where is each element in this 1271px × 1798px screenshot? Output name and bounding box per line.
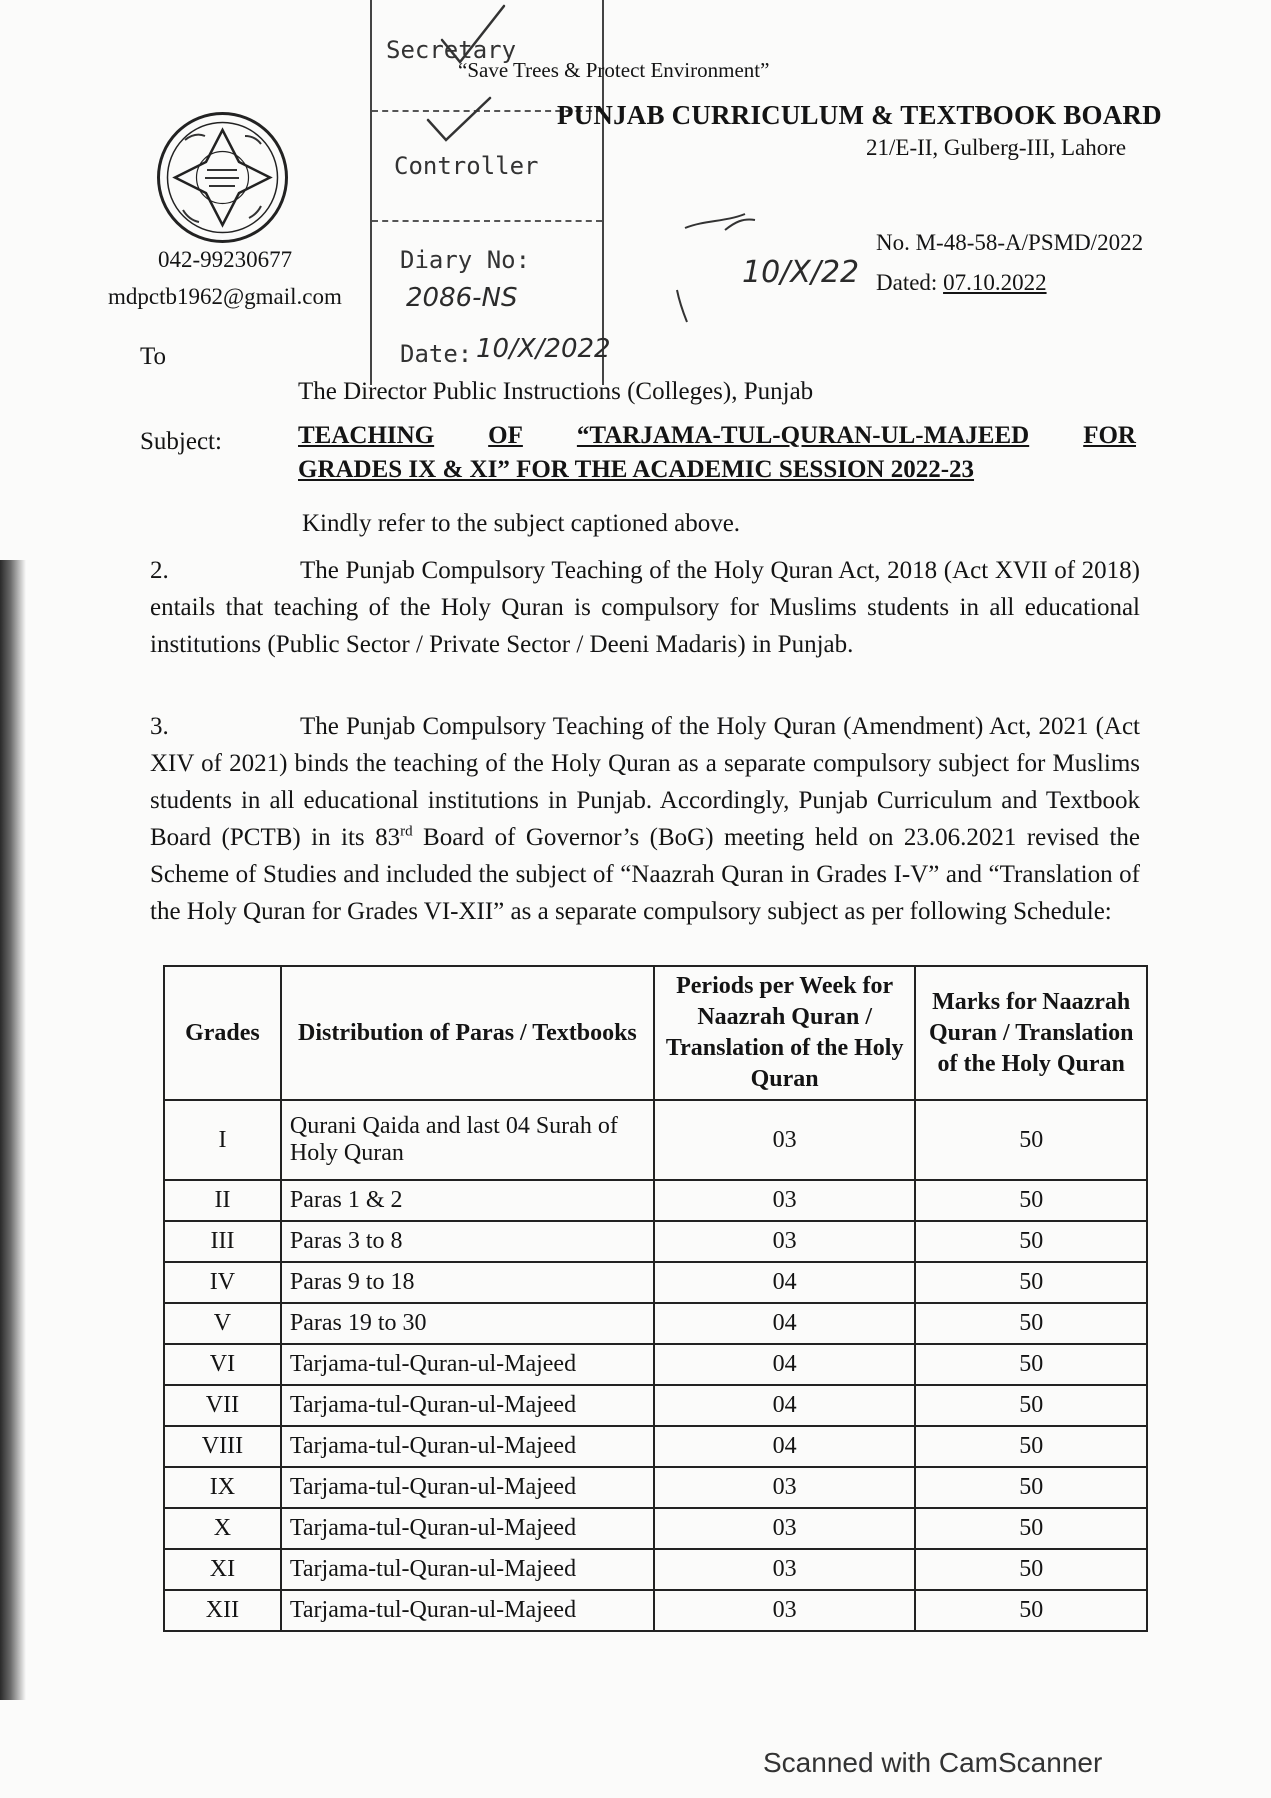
distribution-cell: Paras 1 & 2	[281, 1180, 654, 1221]
stamp-divider	[372, 220, 602, 222]
subject-label: Subject:	[140, 428, 222, 455]
paragraph-3-text-cont: Board of Governor’s (BoG) meeting held on 23.06.2021 revised the Scheme of Studies and included the subject of “Naazrah Quran in Grades I-V” and “Translation of the Holy Quran for Grades VI-XII” as a separate compulsory subject as per following Schedule:	[150, 824, 1140, 925]
stamp-date-value: 10/X/2022	[476, 334, 611, 364]
distribution-cell: Tarjama-tul-Quran-ul-Majeed	[281, 1426, 654, 1467]
distribution-cell: Tarjama-tul-Quran-ul-Majeed	[281, 1549, 654, 1590]
table-row	[164, 1180, 1147, 1221]
periods-cell: 03	[654, 1549, 915, 1590]
marks-cell: 50	[915, 1262, 1147, 1303]
distribution-cell: Paras 19 to 30	[281, 1303, 654, 1344]
distribution-cell: Tarjama-tul-Quran-ul-Majeed	[281, 1344, 654, 1385]
intro-paragraph: Kindly refer to the subject captioned above.	[302, 510, 741, 537]
paragraph-3-text: The Punjab Compulsory Teaching of the Holy Quran (Amendment) Act, 2021 (Act XIV of 2021) binds the teaching of the Holy Quran as a separate compulsory subject for Muslims students in all educational institutions in Punjab. Accordingly, Punjab Curriculum and Textbook Board (PCTB) in its 83	[150, 713, 1140, 851]
periods-cell: 03	[654, 1590, 915, 1631]
motto-text: “Save Trees & Protect Environment”	[458, 58, 770, 82]
grade-cell: X	[164, 1508, 281, 1549]
stamp-date-label: Date:	[400, 340, 473, 368]
periods-cell: 04	[654, 1344, 915, 1385]
paragraph-2	[150, 552, 1140, 663]
periods-cell: 03	[654, 1508, 915, 1549]
marks-cell: 50	[915, 1180, 1147, 1221]
table-row	[164, 1303, 1147, 1344]
ordinal-suffix: rd	[400, 823, 413, 840]
subject-line-2: GRADES IX & XI” FOR THE ACADEMIC SESSION 2022-23	[298, 456, 975, 483]
grade-cell: II	[164, 1180, 281, 1221]
column-header-marks: Marks for Naazrah Quran / Translation of the Holy Quran	[915, 966, 1147, 1100]
marks-cell: 50	[915, 1590, 1147, 1631]
stamp-diary-label: Diary No:	[400, 246, 531, 274]
grade-cell: IX	[164, 1467, 281, 1508]
grade-cell: XI	[164, 1549, 281, 1590]
distribution-cell: Tarjama-tul-Quran-ul-Majeed	[281, 1590, 654, 1631]
to-label: To	[140, 343, 167, 370]
organization-phone: 042-99230677	[158, 247, 293, 272]
periods-cell: 03	[654, 1180, 915, 1221]
paragraph-number: 3.	[150, 713, 169, 740]
marks-cell: 50	[915, 1344, 1147, 1385]
marks-cell: 50	[915, 1303, 1147, 1344]
organization-address: 21/E-II, Gulberg-III, Lahore	[866, 135, 1127, 160]
marks-cell: 50	[915, 1426, 1147, 1467]
grade-cell: III	[164, 1221, 281, 1262]
letter-date-value: 07.10.2022	[943, 270, 1047, 295]
board-seal-icon	[155, 110, 290, 245]
letter-date: Dated: 07.10.2022	[876, 270, 1047, 295]
table-row	[164, 1549, 1147, 1590]
periods-cell: 03	[654, 1221, 915, 1262]
stamp-secretary-label: Secretary	[386, 36, 517, 64]
grade-cell: IV	[164, 1262, 281, 1303]
handwritten-margin-note: 10/X/22	[742, 255, 860, 290]
periods-cell: 04	[654, 1303, 915, 1344]
distribution-cell: Qurani Qaida and last 04 Surah of Holy Quran	[281, 1100, 654, 1180]
schedule-table	[163, 965, 1148, 1632]
grade-cell: VII	[164, 1385, 281, 1426]
addressee: The Director Public Instructions (Colleges), Punjab	[298, 378, 814, 405]
periods-cell: 04	[654, 1262, 915, 1303]
column-header-grades: Grades	[164, 966, 281, 1100]
grade-cell: V	[164, 1303, 281, 1344]
grade-cell: VIII	[164, 1426, 281, 1467]
grade-cell: XII	[164, 1590, 281, 1631]
marks-cell: 50	[915, 1549, 1147, 1590]
organization-email: mdpctb1962@gmail.com	[108, 284, 342, 309]
marks-cell: 50	[915, 1467, 1147, 1508]
column-header-periods: Periods per Week for Naazrah Quran / Translation of the Holy Quran	[654, 966, 915, 1100]
stamp-controller-label: Controller	[394, 152, 539, 180]
reference-number: No. M-48-58-A/PSMD/2022	[876, 230, 1144, 255]
marks-cell: 50	[915, 1100, 1147, 1180]
periods-cell: 04	[654, 1385, 915, 1426]
marks-cell: 50	[915, 1508, 1147, 1549]
distribution-cell: Tarjama-tul-Quran-ul-Majeed	[281, 1385, 654, 1426]
table-header-row	[164, 966, 1147, 1100]
grade-cell: VI	[164, 1344, 281, 1385]
periods-cell: 03	[654, 1100, 915, 1180]
distribution-cell: Paras 9 to 18	[281, 1262, 654, 1303]
marks-cell: 50	[915, 1221, 1147, 1262]
table-row	[164, 1100, 1147, 1180]
periods-cell: 04	[654, 1426, 915, 1467]
table-row	[164, 1262, 1147, 1303]
scanner-watermark: Scanned with CamScanner	[763, 1747, 1103, 1778]
subject-line-1: TEACHING OF “TARJAMA-TUL-QURAN-UL-MAJEED FOR	[298, 422, 1136, 449]
table-row	[164, 1221, 1147, 1262]
table-row	[164, 1590, 1147, 1631]
table-row	[164, 1426, 1147, 1467]
table-row	[164, 1344, 1147, 1385]
scan-edge-shadow	[0, 560, 26, 1700]
distribution-cell: Tarjama-tul-Quran-ul-Majeed	[281, 1508, 654, 1549]
checkmark-icon	[420, 92, 500, 147]
paragraph-2-text: The Punjab Compulsory Teaching of the Holy Quran Act, 2018 (Act XVII of 2018) entails that teaching of the Holy Quran is compulsory for Muslims students in all educational institutions (Public Sector / Private Sector / Deeni Madaris) in Punjab.	[150, 557, 1140, 658]
paragraph-3	[150, 708, 1140, 930]
column-header-distribution: Distribution of Paras / Textbooks	[281, 966, 654, 1100]
distribution-cell: Tarjama-tul-Quran-ul-Majeed	[281, 1467, 654, 1508]
paragraph-number: 2.	[150, 557, 169, 584]
stamp-diary-value: 2086-NS	[406, 283, 518, 313]
periods-cell: 03	[654, 1467, 915, 1508]
grade-cell: I	[164, 1100, 281, 1180]
marks-cell: 50	[915, 1385, 1147, 1426]
table-row	[164, 1467, 1147, 1508]
organization-name: PUNJAB CURRICULUM & TEXTBOOK BOARD	[557, 100, 1162, 130]
distribution-cell: Paras 3 to 8	[281, 1221, 654, 1262]
table-row	[164, 1508, 1147, 1549]
table-row	[164, 1385, 1147, 1426]
